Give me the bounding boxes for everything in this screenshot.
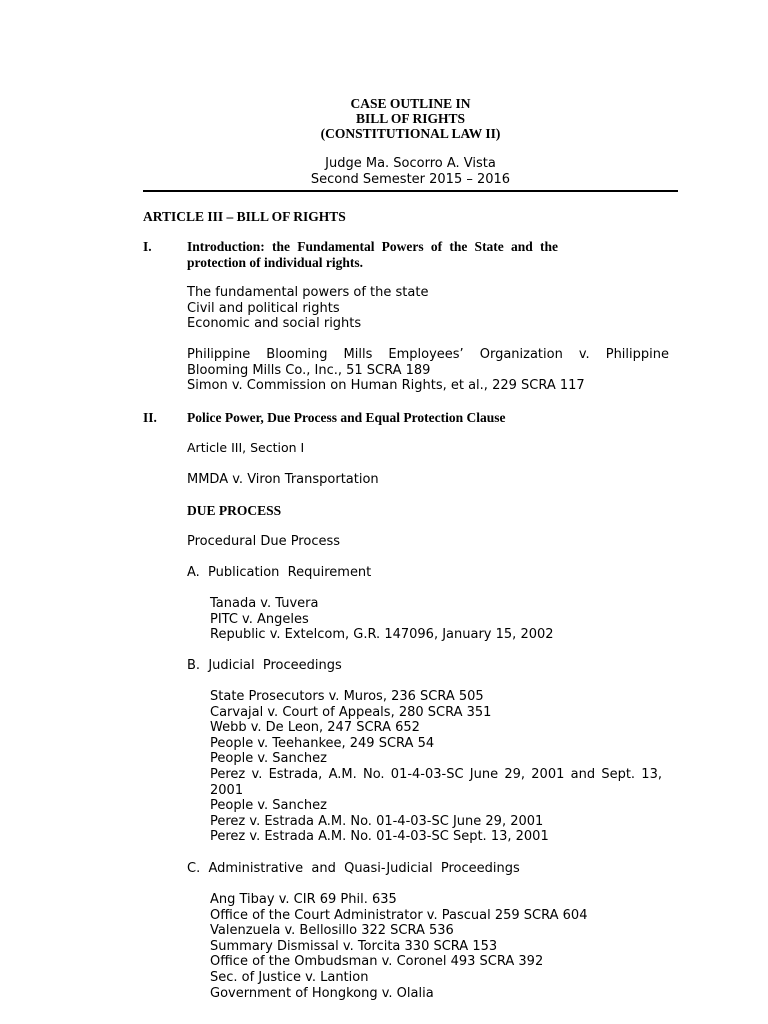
- case-item-continued: 2001: [210, 782, 244, 798]
- case-item: Philippine Blooming Mills Employees’ Organization v. Philippine: [187, 347, 669, 362]
- semester-line: Second Semester 2015 – 2016: [310, 172, 511, 187]
- section-2-title: Police Power, Due Process and Equal Protection Clause: [187, 410, 506, 425]
- case-item: Government of Hongkong v. Olalia: [210, 985, 434, 1001]
- topic-item: Economic and social rights: [187, 316, 362, 332]
- section-1-title-line-2: protection of individual rights.: [187, 254, 364, 270]
- case-item: Valenzuela v. Bellosillo 322 SCRA 536: [210, 923, 454, 939]
- case-item: State Prosecutors v. Muros, 236 SCRA 505: [210, 689, 484, 704]
- title-line-3: (CONSTITUTIONAL LAW II): [320, 126, 501, 141]
- subsection-c-cases: [210, 892, 587, 1001]
- procedural-due-process-heading: Procedural Due Process: [187, 534, 341, 549]
- section-1-title: [187, 239, 558, 270]
- subsection-b-label: B. Judicial Proceedings: [187, 658, 342, 673]
- case-item: PITC v. Angeles: [210, 611, 309, 627]
- case-item: Simon v. Commission on Human Rights, et al., 229 SCRA 117: [187, 378, 585, 394]
- article-heading: ARTICLE III – BILL OF RIGHTS: [143, 209, 346, 224]
- document-header: [143, 96, 678, 188]
- case-item: People v. Teehankee, 249 SCRA 54: [210, 735, 435, 751]
- case-item: Perez v. Estrada A.M. No. 01-4-03-SC June 29, 2001: [210, 813, 544, 829]
- subsection-a-label: A. Publication Requirement: [187, 565, 372, 580]
- case-item: Sec. of Justice v. Lantion: [210, 969, 369, 985]
- subsection-b-cases: [210, 689, 662, 845]
- article-reference: Article III, Section I: [187, 440, 305, 455]
- case-item: Office of the Ombudsman v. Coronel 493 SCRA 392: [210, 954, 544, 970]
- case-item: People v. Sanchez: [210, 798, 327, 814]
- title-line-1: CASE OUTLINE IN: [350, 96, 471, 111]
- case-item: Summary Dismissal v. Torcita 330 SCRA 153: [210, 938, 498, 954]
- case-item: Perez v. Estrada A.M. No. 01-4-03-SC Sept. 13, 2001: [210, 829, 549, 845]
- case-item-continued: Blooming Mills Co., Inc., 51 SCRA 189: [187, 362, 431, 378]
- due-process-heading: DUE PROCESS: [187, 503, 282, 518]
- subsection-a-cases: [210, 596, 554, 643]
- section-1-title-line-1: Introduction: the Fundamental Powers of the State and the: [187, 239, 558, 254]
- section-1-cases: [187, 347, 669, 394]
- case-mmda: MMDA v. Viron Transportation: [187, 472, 379, 487]
- title-line-2: BILL OF RIGHTS: [355, 111, 466, 126]
- case-item: Carvajal v. Court of Appeals, 280 SCRA 351: [210, 704, 492, 720]
- section-2-numeral: II.: [143, 410, 157, 425]
- section-1-numeral: I.: [143, 239, 152, 254]
- header-rule: [143, 190, 678, 192]
- case-item: People v. Sanchez: [210, 751, 327, 767]
- case-item: Ang Tibay v. CIR 69 Phil. 635: [210, 892, 397, 907]
- case-item: Webb v. De Leon, 247 SCRA 652: [210, 720, 420, 736]
- case-item: Tanada v. Tuvera: [210, 596, 319, 611]
- topic-item: Civil and political rights: [187, 300, 340, 316]
- author-line: Judge Ma. Socorro A. Vista: [325, 156, 496, 171]
- topic-item: The fundamental powers of the state: [187, 285, 429, 300]
- section-1-topics: [187, 285, 428, 332]
- subsection-c-label: C. Administrative and Quasi-Judicial Proceedings: [187, 861, 520, 876]
- case-item: Republic v. Extelcom, G.R. 147096, January 15, 2002: [210, 627, 554, 643]
- case-item: Perez v. Estrada, A.M. No. 01-4-03-SC June 29, 2001 and Sept. 13,: [210, 766, 662, 782]
- case-item: Office of the Court Administrator v. Pascual 259 SCRA 604: [210, 907, 588, 923]
